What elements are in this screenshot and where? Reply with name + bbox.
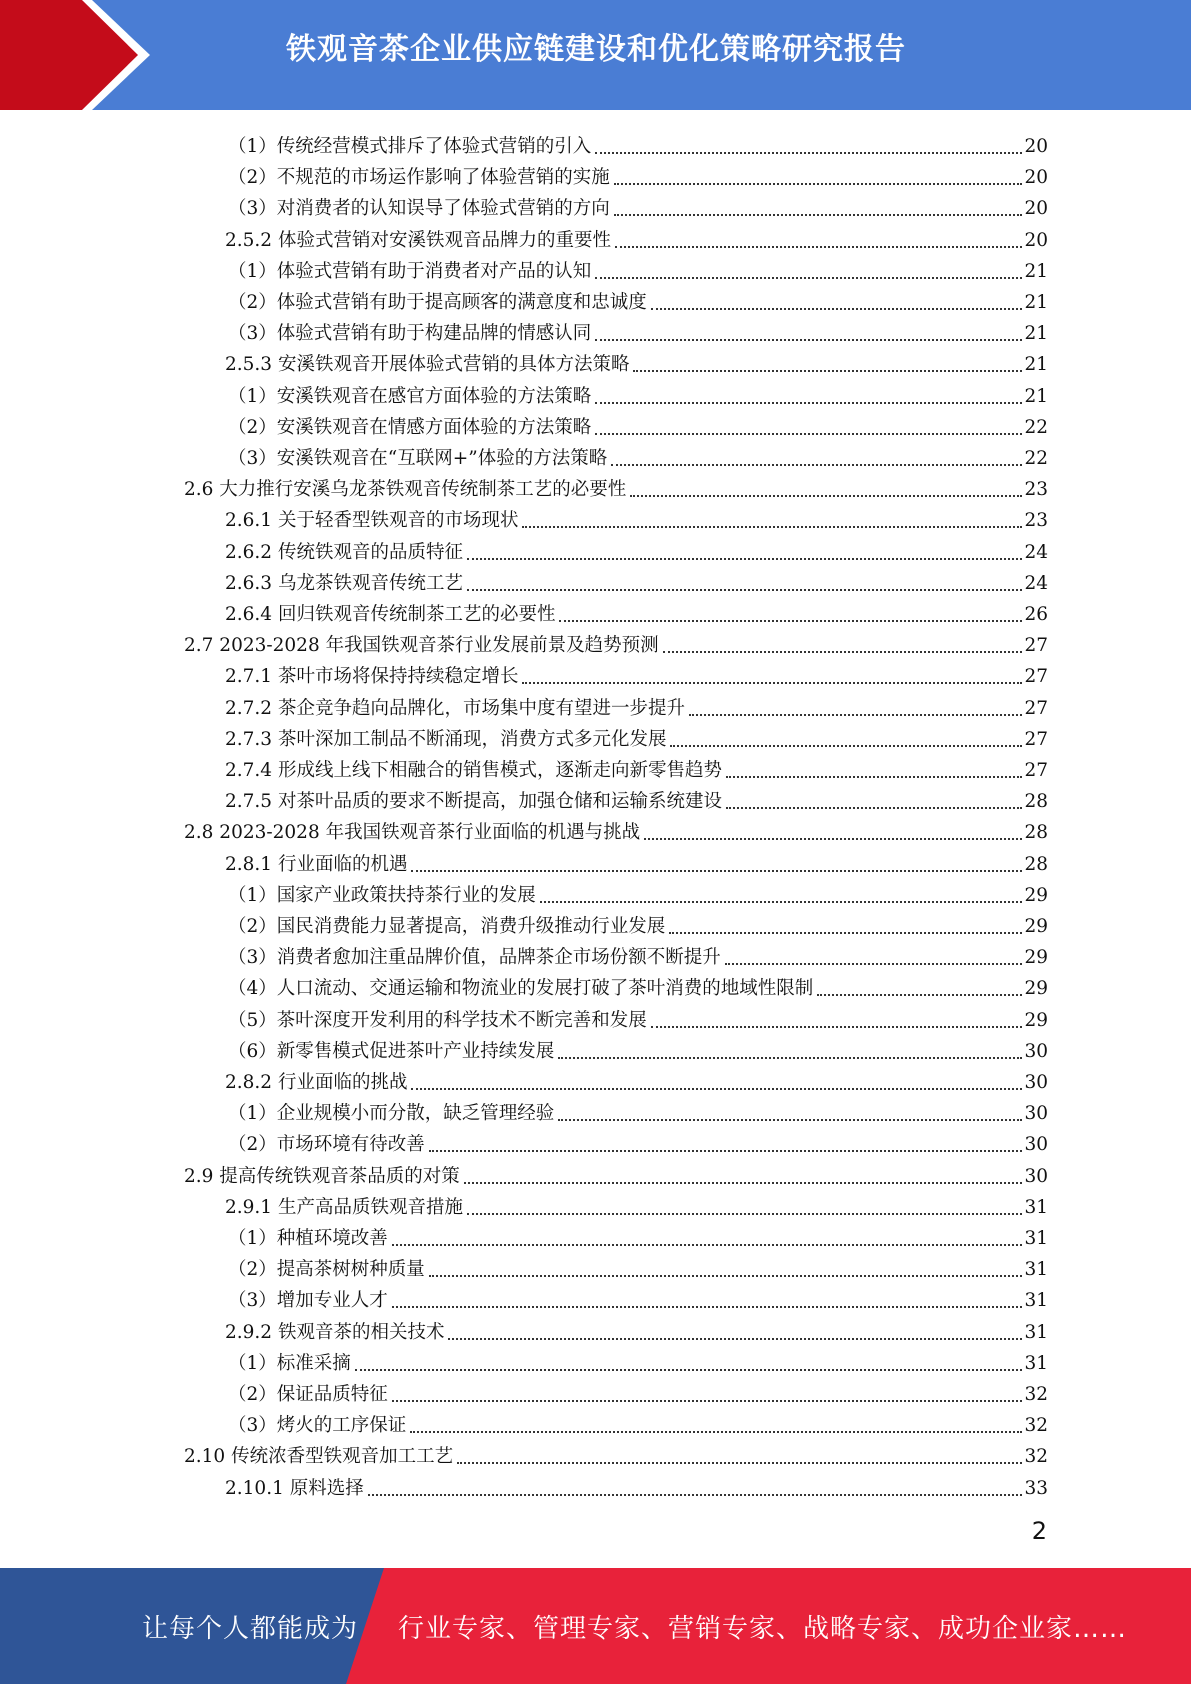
toc-leader-dots — [464, 1182, 1023, 1184]
toc-entry[interactable] — [184, 1157, 1048, 1188]
toc-leader-dots — [355, 1369, 1023, 1371]
toc-leader-dots — [411, 1088, 1022, 1090]
toc-leader-dots — [595, 402, 1022, 404]
toc-entry-page: 28 — [1024, 853, 1048, 875]
toc-entry-label: 2.9.2 铁观音茶的相关技术 — [225, 1321, 445, 1343]
toc-leader-dots — [644, 838, 1022, 840]
toc-entry-page: 28 — [1024, 791, 1048, 813]
toc-entry-label: （5）茶叶深度开发利用的科学技术不断完善和发展 — [228, 1009, 647, 1031]
toc-entry-label: （4）人口流动、交通运输和物流业的发展打破了茶叶消费的地域性限制 — [228, 978, 814, 1000]
toc-entry-label: 2.6.1 关于轻香型铁观音的市场现状 — [225, 510, 519, 532]
toc-entry-label: 2.8 2023-2028 年我国铁观音茶行业面临的机遇与挑战 — [184, 822, 641, 844]
toc-entry-page: 31 — [1024, 1259, 1048, 1281]
toc-entry-page: 31 — [1024, 1290, 1048, 1312]
toc-entry-label: （1）体验式营销有助于消费者对产品的认知 — [228, 260, 592, 282]
toc-leader-dots — [633, 370, 1022, 372]
toc-leader-dots — [410, 1431, 1022, 1433]
toc-entry[interactable] — [225, 657, 1048, 688]
toc-entry-page: 30 — [1024, 1040, 1048, 1062]
toc-entry-page: 20 — [1024, 198, 1048, 220]
toc-leader-dots — [817, 994, 1022, 996]
toc-entry[interactable] — [228, 1375, 1048, 1406]
toc-leader-dots — [392, 1306, 1023, 1308]
toc-entry-page: 24 — [1024, 572, 1048, 594]
toc-leader-dots — [670, 745, 1022, 747]
toc-leader-dots — [611, 464, 1022, 466]
page-header — [0, 0, 1191, 110]
footer-slogan: 让每个人都能成为 — [142, 1614, 359, 1644]
toc-entry[interactable] — [225, 595, 1048, 626]
toc-leader-dots — [392, 1400, 1023, 1402]
toc-entry-label: 2.8.2 行业面临的挑战 — [225, 1072, 408, 1093]
toc-leader-dots — [467, 558, 1022, 560]
toc-entry-page: 31 — [1024, 1321, 1048, 1343]
toc-entry[interactable] — [184, 1437, 1048, 1468]
toc-entry[interactable] — [225, 1063, 1048, 1094]
toc-entry-page: 27 — [1024, 760, 1048, 781]
toc-entry-label: 2.5.3 安溪铁观音开展体验式营销的具体方法策略 — [225, 354, 630, 376]
toc-entry-label: （2）市场环境有待改善 — [228, 1134, 425, 1156]
toc-entry-label: （1）传统经营模式排斥了体验式营销的引入 — [228, 136, 592, 157]
toc-leader-dots — [558, 1057, 1022, 1059]
toc-entry-page: 22 — [1024, 416, 1048, 438]
toc-entry-page: 31 — [1024, 1352, 1048, 1374]
toc-entry[interactable] — [228, 1094, 1048, 1125]
toc-entry[interactable] — [228, 876, 1048, 907]
toc-leader-dots — [725, 963, 1023, 965]
toc-entry-page: 31 — [1024, 1228, 1048, 1249]
toc-entry[interactable] — [228, 969, 1048, 1000]
toc-entry-page: 23 — [1024, 479, 1048, 501]
toc-entry-page: 32 — [1024, 1384, 1048, 1405]
toc-leader-dots — [614, 214, 1023, 216]
page-footer — [0, 1568, 1191, 1684]
toc-leader-dots — [669, 932, 1022, 934]
toc-leader-dots — [540, 901, 1023, 903]
toc-entry-page: 30 — [1024, 1072, 1048, 1093]
toc-entry-page: 22 — [1024, 448, 1048, 469]
toc-entry-label: （2）安溪铁观音在情感方面体验的方法策略 — [228, 416, 592, 438]
toc-entry-label: （3）对消费者的认知误导了体验式营销的方向 — [228, 198, 610, 220]
toc-entry[interactable] — [225, 1469, 1048, 1500]
toc-entry[interactable] — [225, 689, 1048, 720]
toc-entry-page: 21 — [1024, 292, 1048, 313]
toc-entry-label: （1）国家产业政策扶持茶行业的发展 — [228, 884, 536, 906]
toc-entry-label: 2.9 提高传统铁观音茶品质的对策 — [184, 1165, 460, 1187]
toc-entry-page: 21 — [1024, 260, 1048, 282]
toc-entry-label: 2.7.3 茶叶深加工制品不断涌现，消费方式多元化发展 — [225, 728, 667, 750]
toc-leader-dots — [663, 651, 1023, 653]
toc-entry[interactable] — [228, 1219, 1048, 1250]
toc-entry-page: 26 — [1024, 604, 1048, 625]
toc-entry-label: 2.6 大力推行安溪乌龙茶铁观音传统制茶工艺的必要性 — [184, 479, 627, 501]
toc-entry[interactable] — [225, 221, 1048, 252]
toc-entry[interactable] — [228, 127, 1048, 158]
toc-entry[interactable] — [228, 158, 1048, 189]
toc-entry-label: （1）标准采摘 — [228, 1352, 351, 1374]
toc-leader-dots — [726, 807, 1022, 809]
toc-entry-label: 2.6.2 传统铁观音的品质特征 — [225, 541, 463, 563]
toc-entry-label: （2）体验式营销有助于提高顾客的满意度和忠诚度 — [228, 292, 647, 313]
toc-leader-dots — [595, 433, 1022, 435]
toc-entry-label: 2.5.2 体验式营销对安溪铁观音品牌力的重要性 — [225, 229, 611, 251]
toc-leader-dots — [689, 714, 1022, 716]
toc-entry[interactable] — [228, 1250, 1048, 1281]
toc-entry[interactable] — [228, 314, 1048, 345]
toc-leader-dots — [467, 1213, 1022, 1215]
toc-entry[interactable] — [228, 1406, 1048, 1437]
toc-entry-page: 29 — [1024, 947, 1048, 969]
toc-entry-page: 32 — [1024, 1446, 1048, 1468]
toc-entry-page: 20 — [1024, 229, 1048, 251]
toc-leader-dots — [630, 495, 1022, 497]
toc-leader-dots — [595, 277, 1022, 279]
toc-entry[interactable] — [184, 813, 1048, 844]
toc-entry[interactable] — [228, 189, 1048, 220]
toc-leader-dots — [615, 246, 1022, 248]
toc-leader-dots — [614, 183, 1023, 185]
toc-leader-dots — [392, 1244, 1023, 1246]
toc-entry-label: 2.8.1 行业面临的机遇 — [225, 853, 408, 875]
toc-entry-page: 28 — [1024, 822, 1048, 844]
toc-entry-label: （1）企业规模小而分散，缺乏管理经验 — [228, 1103, 555, 1125]
toc-entry[interactable] — [184, 626, 1048, 657]
toc-leader-dots — [558, 1119, 1022, 1121]
toc-leader-dots — [467, 589, 1022, 591]
toc-entry-page: 30 — [1024, 1165, 1048, 1187]
toc-entry[interactable] — [228, 1001, 1048, 1032]
toc-entry-label: 2.7.5 对茶叶品质的要求不断提高，加强仓储和运输系统建设 — [225, 791, 722, 813]
toc-entry-label: 2.7 2023-2028 年我国铁观音茶行业发展前景及趋势预测 — [184, 635, 659, 657]
toc-entry[interactable] — [225, 1188, 1048, 1219]
toc-leader-dots — [429, 1275, 1023, 1277]
toc-entry-label: （3）增加专业人才 — [228, 1290, 388, 1312]
toc-entry-page: 29 — [1024, 978, 1048, 1000]
toc-entry-page: 31 — [1024, 1196, 1048, 1218]
toc-entry-page: 29 — [1024, 884, 1048, 906]
toc-entry-label: 2.6.3 乌龙茶铁观音传统工艺 — [225, 572, 463, 594]
toc-entry-label: （1）安溪铁观音在感官方面体验的方法策略 — [228, 385, 592, 407]
toc-entry-label: （1）种植环境改善 — [228, 1228, 388, 1249]
toc-entry-label: 2.10 传统浓香型铁观音加工工艺 — [184, 1446, 454, 1468]
toc-entry[interactable] — [225, 501, 1048, 532]
toc-entry-page: 29 — [1024, 1009, 1048, 1031]
toc-entry-page: 27 — [1024, 697, 1048, 719]
toc-entry[interactable] — [228, 1125, 1048, 1156]
toc-entry-label: 2.7.1 茶叶市场将保持持续稳定增长 — [225, 666, 519, 688]
toc-entry[interactable] — [228, 938, 1048, 969]
toc-leader-dots — [559, 620, 1022, 622]
toc-entry-label: （2）不规范的市场运作影响了体验营销的实施 — [228, 167, 610, 189]
toc-entry-label: （3）安溪铁观音在“互联网+”体验的方法策略 — [228, 448, 608, 469]
toc-entry[interactable] — [228, 377, 1048, 408]
toc-entry-label: 2.9.1 生产高品质铁观音措施 — [225, 1196, 463, 1218]
toc-entry[interactable] — [228, 283, 1048, 314]
toc-leader-dots — [595, 339, 1022, 341]
toc-entry[interactable] — [228, 1032, 1048, 1063]
toc-entry-label: （6）新零售模式促进茶叶产业持续发展 — [228, 1040, 555, 1062]
toc-entry[interactable] — [225, 1313, 1048, 1344]
toc-entry-page: 30 — [1024, 1103, 1048, 1125]
toc-entry[interactable] — [225, 782, 1048, 813]
toc-entry-label: （3）烤火的工序保证 — [228, 1415, 407, 1437]
toc-entry-page: 21 — [1024, 385, 1048, 407]
toc-entry-page: 29 — [1024, 916, 1048, 937]
toc-entry-page: 24 — [1024, 541, 1048, 563]
toc-entry-page: 21 — [1024, 354, 1048, 376]
toc-entry-label: （2）保证品质特征 — [228, 1384, 388, 1405]
toc-entry[interactable] — [184, 470, 1048, 501]
toc-entry[interactable] — [228, 907, 1048, 938]
toc-entry[interactable] — [225, 345, 1048, 376]
toc-entry[interactable] — [225, 845, 1048, 876]
toc-leader-dots — [448, 1338, 1022, 1340]
toc-leader-dots — [522, 526, 1022, 528]
toc-entry-page: 20 — [1024, 136, 1048, 157]
toc-leader-dots — [726, 776, 1022, 778]
toc-entry[interactable] — [228, 1344, 1048, 1375]
toc-entry-label: （2）提高茶树树种质量 — [228, 1259, 425, 1281]
toc-entry-label: （2）国民消费能力显著提高，消费升级推动行业发展 — [228, 916, 666, 937]
toc-leader-dots — [368, 1494, 1023, 1496]
toc-leader-dots — [457, 1462, 1022, 1464]
toc-entry[interactable] — [225, 720, 1048, 751]
toc-entry-label: 2.10.1 原料选择 — [225, 1477, 364, 1499]
toc-leader-dots — [429, 1150, 1023, 1152]
toc-entry-page: 23 — [1024, 510, 1048, 532]
toc-entry-page: 33 — [1024, 1477, 1048, 1499]
page-number: 2 — [1031, 1517, 1047, 1545]
toc-entry-page: 27 — [1024, 635, 1048, 657]
toc-entry-page: 21 — [1024, 323, 1048, 345]
toc-entry-page: 27 — [1024, 728, 1048, 750]
toc-entry[interactable] — [228, 439, 1048, 470]
toc-entry[interactable] — [228, 1281, 1048, 1312]
toc-entry-page: 30 — [1024, 1134, 1048, 1156]
toc-leader-dots — [595, 152, 1022, 154]
toc-entry-label: 2.7.4 形成线上线下相融合的销售模式，逐渐走向新零售趋势 — [225, 760, 722, 781]
toc-entry-label: 2.6.4 回归铁观音传统制茶工艺的必要性 — [225, 604, 556, 625]
toc-entry-page: 20 — [1024, 167, 1048, 189]
toc-entry-page: 32 — [1024, 1415, 1048, 1437]
toc-entry-label: 2.7.2 茶企竞争趋向品牌化，市场集中度有望进一步提升 — [225, 697, 685, 719]
toc-entry[interactable] — [228, 252, 1048, 283]
toc-leader-dots — [522, 682, 1022, 684]
toc-entry[interactable] — [225, 533, 1048, 564]
toc-leader-dots — [411, 870, 1022, 872]
toc-leader-dots — [651, 1026, 1023, 1028]
toc-entry-label: （3）体验式营销有助于构建品牌的情感认同 — [228, 323, 592, 345]
toc-leader-dots — [651, 308, 1023, 310]
toc-entry-label: （3）消费者愈加注重品牌价值，品牌茶企市场份额不断提升 — [228, 947, 721, 969]
toc-entry[interactable] — [228, 408, 1048, 439]
toc-entry[interactable] — [225, 751, 1048, 782]
toc-entry[interactable] — [225, 564, 1048, 595]
report-title: 铁观音茶企业供应链建设和优化策略研究报告 — [286, 32, 906, 67]
toc-entry-page: 27 — [1024, 666, 1048, 688]
footer-roles: 行业专家、管理专家、营销专家、战略专家、成功企业家…… — [398, 1614, 1128, 1644]
